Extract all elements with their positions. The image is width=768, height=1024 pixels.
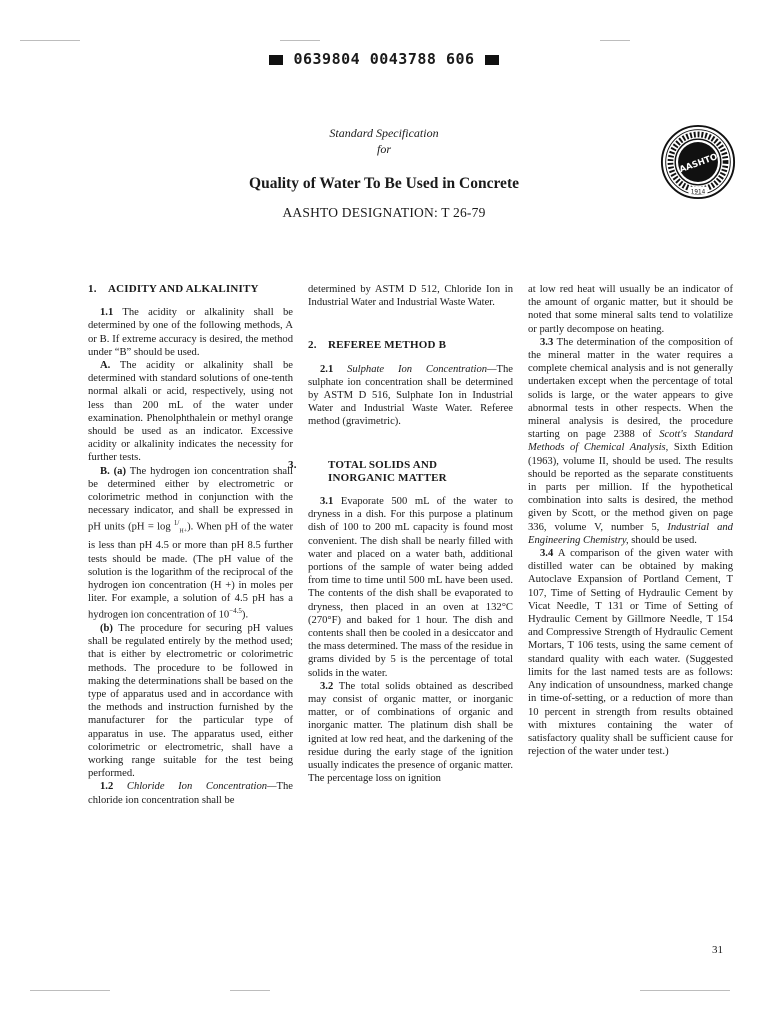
section-1-heading: 1. ACIDITY AND ALKALINITY [88,283,259,295]
page-number: 31 [712,944,723,956]
scan-artifact-top-left [20,40,80,41]
column-3 [528,283,733,758]
paragraph-b-a: B. (a) The hydrogen ion concentration shall be determined either by electrometric or colorimetric method in conjunction with the necessary indicator, and shall be expressed in pH units (pH = log $^{1/}_{H+}$). When pH of the water is less than pH 4.5 or more than pH 8.5 further tests should be made. (The pH value of the solution is the logarithm of the reciprocal of the hydrogen ion concentration (H +) in moles per liter. For example, a solution of 4.5 pH has a hydrogen ion concentration of $10^{-4.5}$). [88,465,293,621]
standard-specification-label: Standard Specification [329,126,439,140]
paragraph-3-2: 3.2 The total solids obtained as described may consist of organic matter, or inorganic matter, or of combinations of organic and inorganic matter. The platinum dish shall be ignited at low red heat, and the darkening of the residue during the early stage of the ignition usually indicates the presence of organic matter. The percentage loss on ignition [308,680,513,785]
document-header [0,125,768,221]
paragraph-1-2: 1.2 Chloride Ion Concentration—The chloride ion concentration shall be [88,781,293,806]
aashto-seal-logo [660,124,736,200]
scan-artifact-top-right [600,40,630,41]
paragraph-1-2-continued: determined by ASTM D 512, Chloride Ion in Industrial Water and Industrial Waste Water. [308,284,513,309]
scan-artifact-top-mid [280,40,320,41]
section-3-heading: 3. TOTAL SOLIDS AND INORGANIC MATTER [288,458,447,484]
barcode-block-left [269,55,283,65]
document-code-text: 0639804 0043788 606 [293,50,475,68]
paragraph-3-1: 3.1 Evaporate 500 mL of the water to dryness in a dish. For this purpose a platinum dish of 100 to 200 mL capacity is found most convenient. The dish shall be nearly filled with water and placed on a water bath, additional portions of the sample of water being added from time to time until 500 mL have been used. The contents of the dish shall be evaporated to dryness, then placed in an oven at 132°C (270°F) and baked for 1 hour. The dish and contents shall then be cooled in a desiccator and the mass determined. The mass of the residue in grams divided by 5 is the percentage of total solids in the water. [308,496,513,679]
paragraph-3-3: 3.3 The determination of the composition of the mineral matter in the water requires a complete chemical analysis and is not generally undertaken except when the percentage of total solids is large, or the water appears to give abnormal tests in other respects. When the mineral analysis is desired, the procedure starting on page 2388 of Scott's Standard Methods of Chemical Analysis, Sixth Edition (1963), volume II, should be used. The results should be reported as the separate constituents in parts per million. If the hypothetical combination into salts is desired, the method given by Scott, or the method given on page 336, volume V, number 5, Industrial and Engineering Chemistry, should be used. [528,336,733,546]
paragraph-3-2-continued: at low red heat will usually be an indicator of the amount of organic matter, but it should be noted that some mineral salts tend to volatilize or partly decompose on heating. [528,284,733,335]
barcode-block-right [485,55,499,65]
paragraph-a: A. The acidity or alkalinity shall be determined with standard solutions of one-tenth normal alkali or acid, respectively, using not less than 200 mL of the water under examination. Phenolphthalein or methyl orange should be used as an indicator. Excessive acidity or alkalinity indicates the necessity for further tests. [88,360,293,464]
paragraph-b-b: (b) The procedure for securing pH values shall be regulated entirely by the method used; that is either by electrometric or colorimetric methods. The procedure to be followed in making the determinations shall be based on the type of apparatus used and in accordance with the methods and instruction furnished by the manufacturer for the particular type of apparatus in use. The apparatus used, either colorimetric or electrometric, shall have a working range suitable for the test being performed. [88,623,293,780]
svg-text:AASHTO: AASHTO [678,152,719,176]
column-1 [88,283,293,807]
document-code [0,50,768,68]
aashto-designation: AASHTO DESIGNATION: T 26-79 [282,205,486,220]
seal-year: 1914 [690,189,706,196]
column-2 [288,283,513,786]
scan-artifact-bottom-mid [230,990,270,991]
scan-artifact-bottom-right [640,990,730,991]
paragraph-2-1: 2.1 Sulphate Ion Concentration—The sulphate ion concentration shall be determined by ASTM D 516, Sulphate Ion in Industrial Water and Industrial Waste Water. Referee method (gravimetric). [308,363,513,428]
document-title: Quality of Water To Be Used in Concrete [249,175,519,192]
paragraph-3-4: 3.4 A comparison of the given water with distilled water can be obtained by making Autoclave Expansion of Portland Cement, T 107, Time of Setting of Hydraulic Cement by Vicat Needle, T 131 or Time of Setting of Hydraulic Cement by Gillmore Needle, T 154 and Compressive Strength of Hydraulic Cement Mortars, T 106 tests, using the same cement of standard quality with each water. (Suggested limits for the last named tests are as follows: Any indication of unsoundness, marked change in time-of-setting, or a reduction of more than 10 percent in strength from results obtained with mixtures containing the water of satisfactory quality shall be sufficient cause for rejection of the water under test.) [528,548,733,758]
for-label: for [376,142,391,156]
scan-artifact-bottom-left [30,990,110,991]
paragraph-1-1: 1.1 The acidity or alkalinity shall be determined by one of the following methods, A or B. If extreme accuracy is desired, the method under “B” should be used. [88,307,293,358]
section-2-heading: 2. REFEREE METHOD B [308,339,447,352]
